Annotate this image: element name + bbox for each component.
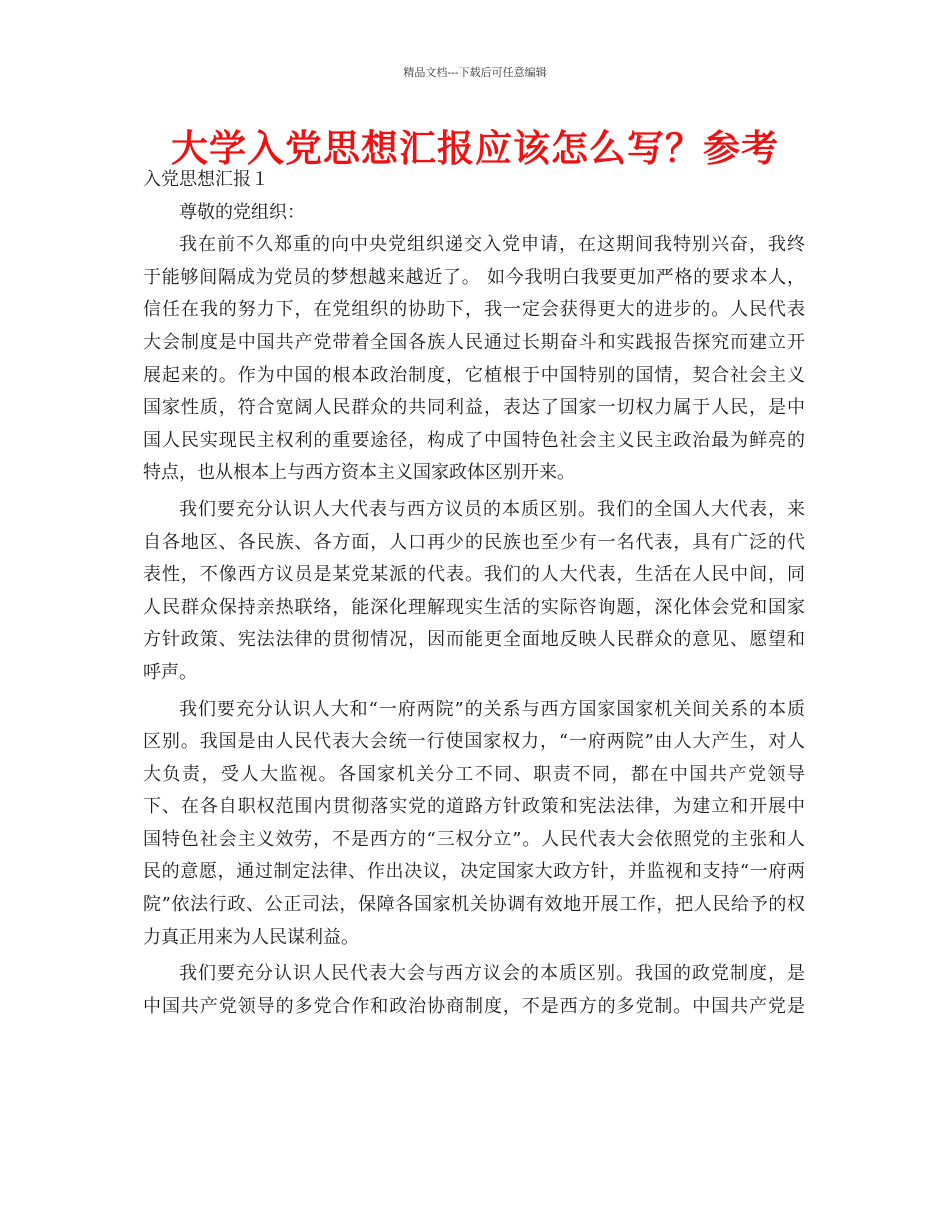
paragraph-line: 中国共产党领导的多党合作和政治协商制度，不是西方的多党制。中国共产党是: [143, 995, 805, 1017]
paragraph-line: 人民群众保持亲热联络，能深化理解现实生活的实际咨询题，深化体会党和国家: [143, 596, 805, 618]
paragraph-line: 力真正用来为人民谋利益。: [143, 926, 359, 948]
document-title: 大学入党思想汇报应该怎么写？参考: [171, 127, 779, 170]
paragraph-line: 国家性质，符合宽阔人民群众的共同利益，表达了国家一切权力属于人民，是中: [143, 397, 805, 419]
paragraph-line: 区别。我国是由人民代表大会统一行使国家权力，“一府两院”由人大产生，对人: [143, 731, 805, 753]
paragraph-line: 下、在各自职权范围内贯彻落实党的道路方针政策和宪法法律，为建立和开展中: [143, 796, 805, 818]
page-header: 精品文档---下载后可任意编辑: [403, 66, 547, 79]
paragraph-line: 我们要充分认识人大和“一府两院”的关系与西方国家国家机关间关系的本质: [179, 698, 805, 720]
paragraph-line: 我在前不久郑重的向中央党组织递交入党申请，在这期间我特别兴奋，我终: [179, 234, 805, 256]
paragraph: [143, 958, 805, 1023]
salutation: 尊敬的党组织：: [179, 201, 305, 223]
paragraph: [143, 694, 805, 955]
paragraph-line: 国人民实现民主权利的重要途径，构成了中国特色社会主义民主政治最为鲜亮的: [143, 429, 805, 451]
paragraph-line: 呼声。: [143, 661, 197, 683]
paragraph-line: 于能够间隔成为党员的梦想越来越近了。 如今我明白我要更加严格的要求本人，: [143, 266, 805, 288]
paragraph-line: 方针政策、宪法法律的贯彻情况，因而能更全面地反映人民群众的意见、愿望和: [143, 629, 805, 651]
paragraph-line: 国特色社会主义效劳，不是西方的“三权分立”。人民代表大会依照党的主张和人: [143, 828, 805, 850]
paragraph-line: 院”依法行政、公正司法，保障各国家机关协调有效地开展工作，把人民给予的权: [143, 894, 805, 916]
document-body: [143, 164, 805, 1023]
paragraph: [143, 494, 805, 690]
paragraph-line: 我们要充分认识人民代表大会与西方议会的本质区别。我国的政党制度，是: [179, 963, 805, 985]
paragraph-line: 大会制度是中国共产党带着全国各族人民通过长期奋斗和实践报告探究而建立开: [143, 331, 805, 353]
paragraph-line: 信任在我的努力下，在党组织的协助下，我一定会获得更大的进步的。人民代表: [143, 299, 805, 321]
paragraph-line: 自各地区、各民族、各方面，人口再少的民族也至少有一名代表，具有广泛的代: [143, 531, 805, 553]
paragraph-line: 民的意愿，通过制定法律、作出决议，决定国家大政方针，并监视和支持“一府两: [143, 861, 805, 883]
paragraph-line: 大负责，受人大监视。各国家机关分工不同、职责不同，都在中国共产党领导: [143, 763, 805, 785]
paragraph-line: 我们要充分认识人大代表与西方议员的本质区别。我们的全国人大代表，来: [179, 498, 805, 520]
section-subtitle: 入党思想汇报１: [143, 169, 269, 190]
paragraph-container: [143, 229, 805, 1023]
paragraph-line: 特点，也从根本上与西方资本主义国家政体区别开来。: [143, 462, 575, 484]
paragraph: [143, 229, 805, 490]
paragraph-line: 表性，不像西方议员是某党某派的代表。我们的人大代表，生活在人民中间，同: [143, 564, 805, 586]
paragraph-line: 展起来的。作为中国的根本政治制度，它植根于中国特别的国情，契合社会主义: [143, 364, 805, 386]
